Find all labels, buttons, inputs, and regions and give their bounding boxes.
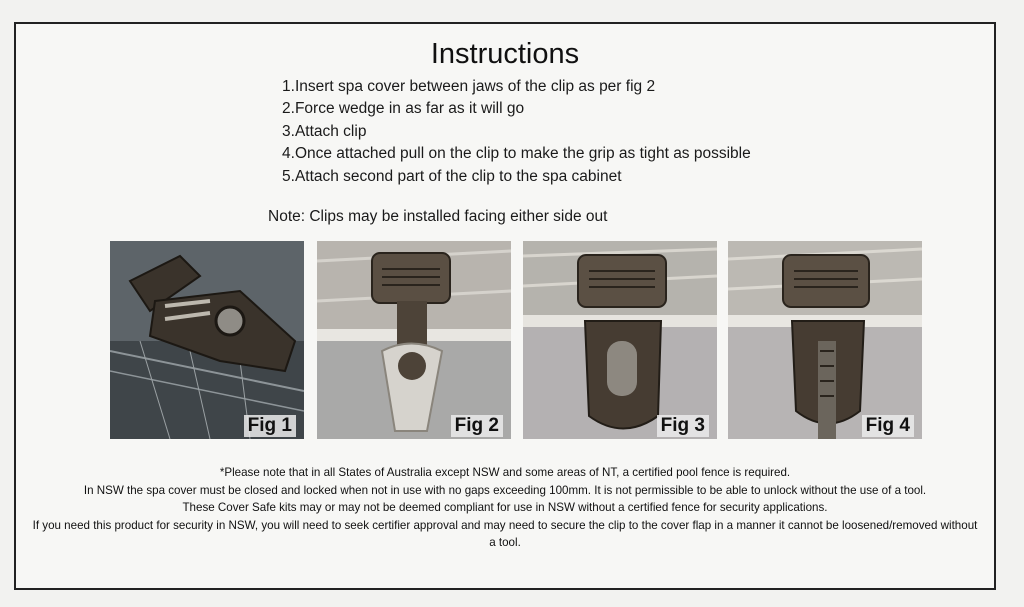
step-text: Force wedge in as far as it will go	[294, 100, 525, 118]
step-text: Attach clip	[294, 122, 367, 140]
step-text: Once attached pull on the clip to make the grip as tight as possible	[294, 145, 751, 163]
figure-label: Fig 4	[862, 415, 914, 437]
disclaimer-line: *Please note that in all States of Australia except NSW and some areas of NT, a certified pool fence is required.	[219, 466, 791, 479]
clip-wedged-illustration	[523, 241, 717, 439]
disclaimer-line: These Cover Safe kits may or may not be deemed compliant for use in NSW without a certified fence for security applications.	[182, 501, 828, 515]
installation-note: Note: Clips may be installed facing either side out	[268, 208, 608, 225]
figure-1-photo	[110, 241, 304, 439]
figure-3-photo	[523, 241, 717, 439]
figure-2-photo	[317, 241, 511, 439]
step-text: Insert spa cover between jaws of the clip as per fig 2	[294, 78, 656, 95]
figure-4-photo	[728, 241, 922, 439]
instruction-steps	[282, 76, 751, 188]
figure-label: Fig 2	[451, 415, 503, 437]
step-item	[282, 143, 751, 165]
step-item	[282, 166, 751, 188]
disclaimer	[32, 464, 978, 552]
figure-label: Fig 3	[657, 415, 709, 437]
step-number: 3.	[282, 122, 295, 140]
step-item	[282, 76, 751, 98]
step-number: 4.	[282, 145, 295, 163]
disclaimer-line: In NSW the spa cover must be closed and locked when not in use with no gaps exceeding 100mm. It is not permissible to be able to unlock without the use of a tool.	[83, 483, 927, 497]
clip-angled-illustration	[110, 241, 304, 439]
disclaimer-line: If you need this product for security in NSW, you will need to seek certifier approval and may need to secure the clip to the cover flap in a manner it cannot be loosened/removed without a tool.	[32, 518, 978, 550]
page-title: Instructions	[430, 38, 580, 70]
figure-label: Fig 1	[244, 415, 296, 437]
step-item	[282, 98, 751, 120]
step-number: 1.	[282, 78, 295, 95]
instruction-card	[14, 22, 996, 590]
step-text: Attach second part of the clip to the spa cabinet	[294, 167, 622, 185]
step-item	[282, 121, 751, 143]
clip-cover-inserted-illustration	[317, 241, 511, 439]
step-number: 5.	[282, 167, 295, 185]
step-number: 2.	[282, 100, 295, 118]
clip-attached-illustration	[728, 241, 922, 439]
